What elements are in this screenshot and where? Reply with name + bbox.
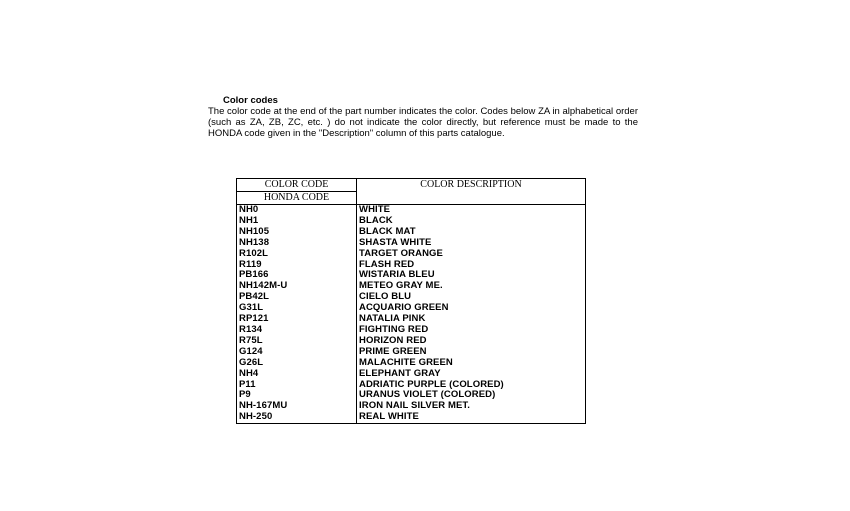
honda-code-cell: NH138 (237, 238, 357, 249)
honda-code-cell: G26L (237, 358, 357, 369)
honda-code-cell: R119 (237, 260, 357, 271)
table-row (237, 303, 586, 314)
color-description-cell: CIELO BLU (357, 292, 586, 303)
color-description-cell: IRON NAIL SILVER MET. (357, 401, 586, 412)
table-row (237, 347, 586, 358)
honda-code-cell: R102L (237, 249, 357, 260)
table-row (237, 325, 586, 336)
color-description-cell: ACQUARIO GREEN (357, 303, 586, 314)
honda-code-cell: PB166 (237, 270, 357, 281)
color-description-cell: BLACK (357, 216, 586, 227)
table-row (237, 238, 586, 249)
color-description-cell: TARGET ORANGE (357, 249, 586, 260)
header-color-description: COLOR DESCRIPTION (357, 179, 586, 205)
intro-section (208, 95, 638, 139)
color-description-cell: FIGHTING RED (357, 325, 586, 336)
table-row (237, 292, 586, 303)
table-row (237, 369, 586, 380)
table-row (237, 412, 586, 423)
honda-code-cell: RP121 (237, 314, 357, 325)
section-title: Color codes (223, 95, 278, 106)
honda-code-cell: R134 (237, 325, 357, 336)
table-row (237, 401, 586, 412)
table-row (237, 380, 586, 391)
table-row (237, 227, 586, 238)
color-description-cell: WISTARIA BLEU (357, 270, 586, 281)
honda-code-cell: P11 (237, 380, 357, 391)
color-description-cell: METEO GRAY ME. (357, 281, 586, 292)
color-description-cell: WHITE (357, 205, 586, 216)
honda-code-cell: NH1 (237, 216, 357, 227)
honda-code-cell: NH-250 (237, 412, 357, 423)
honda-code-cell: G31L (237, 303, 357, 314)
color-description-cell: PRIME GREEN (357, 347, 586, 358)
honda-code-cell: NH-167MU (237, 401, 357, 412)
table-row (237, 260, 586, 271)
color-description-cell: HORIZON RED (357, 336, 586, 347)
color-description-cell: NATALIA PINK (357, 314, 586, 325)
color-description-cell: SHASTA WHITE (357, 238, 586, 249)
table-row (237, 390, 586, 401)
table-row (237, 336, 586, 347)
honda-code-cell: P9 (237, 390, 357, 401)
color-description-cell: FLASH RED (357, 260, 586, 271)
table-body (237, 205, 586, 424)
intro-paragraph: The color code at the end of the part number indicates the color. Codes below ZA in alphabetical order (such as ZA, ZB, ZC, etc. ) do not indicate the color directly, but reference must be made to the HONDA code given in the "Description" column of this parts catalogue. (208, 106, 638, 139)
honda-code-cell: NH142M-U (237, 281, 357, 292)
header-color-code: COLOR CODE (237, 179, 357, 192)
color-description-cell: ADRIATIC PURPLE (COLORED) (357, 380, 586, 391)
table-row (237, 314, 586, 325)
color-description-cell: ELEPHANT GRAY (357, 369, 586, 380)
color-description-cell: URANUS VIOLET (COLORED) (357, 390, 586, 401)
table-row (237, 216, 586, 227)
table-row (237, 205, 586, 216)
honda-code-cell: NH0 (237, 205, 357, 216)
color-description-cell: REAL WHITE (357, 412, 586, 423)
honda-code-cell: NH4 (237, 369, 357, 380)
header-honda-code: HONDA CODE (237, 192, 357, 205)
table-row (237, 281, 586, 292)
table-row (237, 270, 586, 281)
honda-code-cell: NH105 (237, 227, 357, 238)
honda-code-cell: PB42L (237, 292, 357, 303)
table-row (237, 249, 586, 260)
color-description-cell: MALACHITE GREEN (357, 358, 586, 369)
color-code-table-container (236, 178, 585, 424)
honda-code-cell: G124 (237, 347, 357, 358)
color-description-cell: BLACK MAT (357, 227, 586, 238)
table-row (237, 358, 586, 369)
color-code-table (236, 178, 586, 424)
honda-code-cell: R75L (237, 336, 357, 347)
